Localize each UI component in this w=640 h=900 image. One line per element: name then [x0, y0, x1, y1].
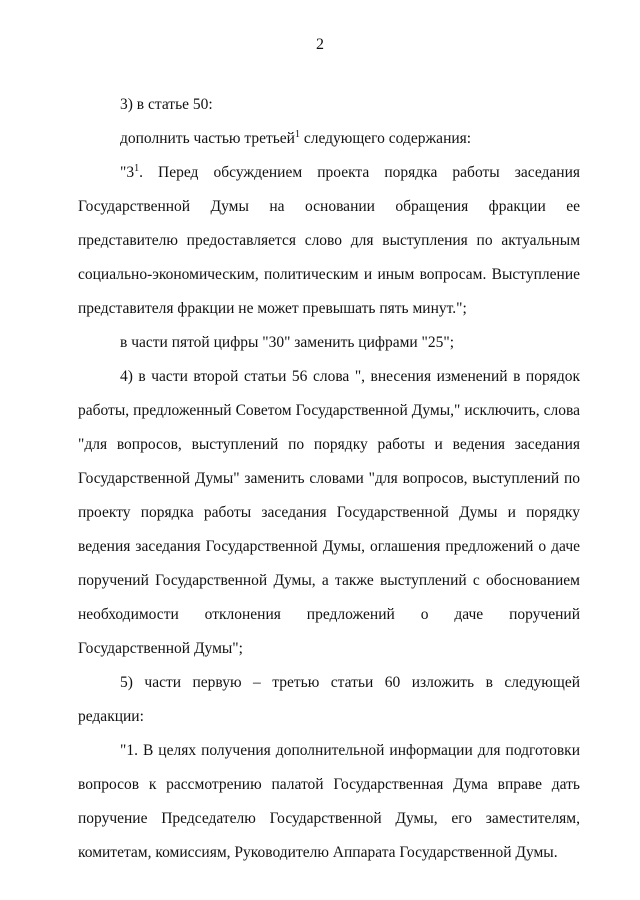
item-3-part-5: в части пятой цифры "30" заменить цифрами "25"; — [120, 334, 455, 351]
item-3-intro-tail: следующего содержания: — [299, 130, 472, 147]
item-5-paragraph: 5) части первую – третью статьи 60 изложить в следующей редакции: — [78, 674, 580, 725]
page-number: 2 — [316, 36, 324, 53]
item-3-heading: 3) в статье 50: — [120, 96, 213, 113]
item-3-intro — [78, 122, 580, 156]
part-3-1-open: "3 — [120, 164, 135, 181]
item-3-intro-text: дополнить частью третьей — [120, 130, 295, 147]
item-4-paragraph: 4) в части второй статьи 56 слова ", внесения изменений в порядок работы, предложенный Советом Государственной Думы," исключить, слова "для вопросов, выступлений по порядку работы и ведения заседания Государственной Думы" заменить словами "для вопросов, выступлений по проекту порядка работы заседания Государственной Думы и порядку ведения заседания Государственной Думы, оглашения предложений о даче поручений Государственной Думы, а также выступлений с обоснованием необходимости отклонения предложений о даче поручений Государственной Думы"; — [78, 368, 580, 657]
item-5-quote: "1. В целях получения дополнительной информации для подготовки вопросов к рассмотрению палатой Государственная Дума вправе дать поручение Председателю Государственной Думы, его заместителям, комитетам, комиссиям, Руководителю Аппарата Государственной Думы. — [78, 742, 580, 861]
document-body — [78, 88, 580, 870]
part-3-1-text: . Перед обсуждением проекта порядка работы заседания Государственной Думы на основании обращения фракции ее представителю предоставляется слово для выступления по актуальным социально-экономическим, политическим и иным вопросам. Выступление представителя фракции не может превышать пять минут."; — [78, 164, 580, 317]
item-3-intro-superscript: 1 — [294, 129, 300, 140]
part-3-1-paragraph — [78, 156, 580, 326]
part-3-1-superscript: 1 — [134, 163, 140, 174]
